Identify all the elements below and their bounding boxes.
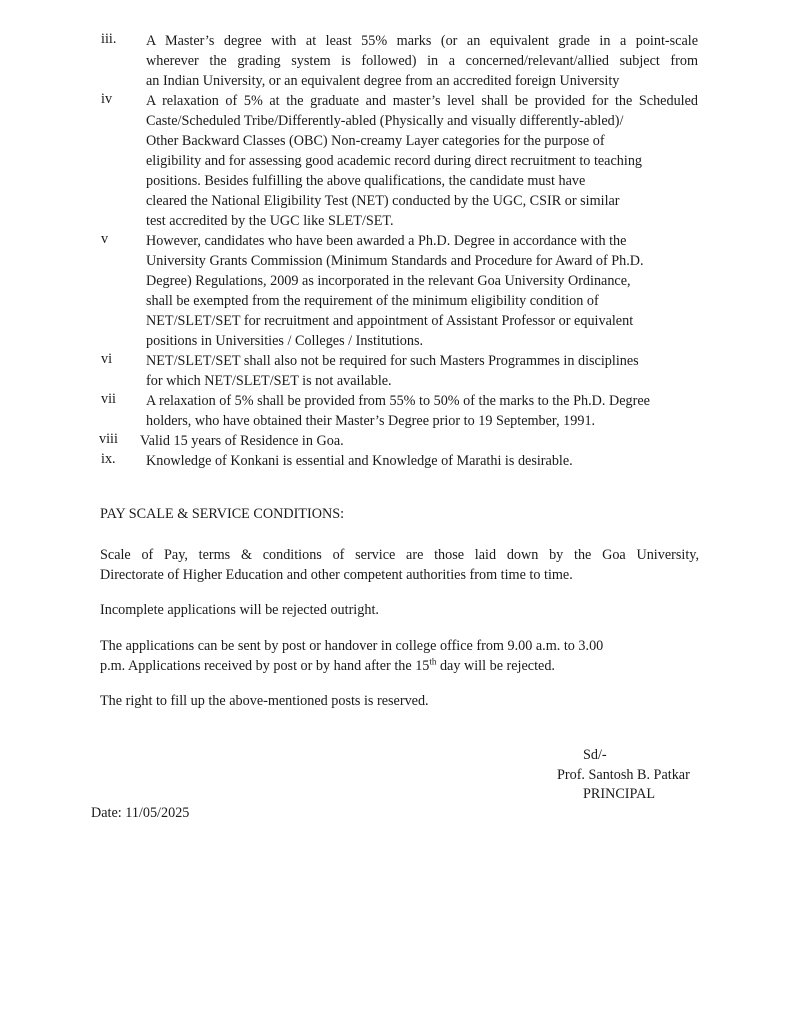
item-viii-line-1: Valid 15 years of Residence in Goa. <box>140 433 344 449</box>
item-number-vi: vi <box>101 351 113 367</box>
item-number-v: v <box>101 231 109 247</box>
item-v-line-1: However, candidates who have been awarded a Ph.D. Degree in accordance with the <box>146 233 627 249</box>
item-vi-line-1: NET/SLET/SET shall also not be required for such Masters Programmes in disciplines <box>146 353 639 369</box>
section-heading-pay-scale: PAY SCALE & SERVICE CONDITIONS: <box>100 506 345 522</box>
item-number-iii: iii. <box>101 31 117 47</box>
item-number-vii: vii <box>101 391 116 407</box>
item-vi-line-2: for which NET/SLET/SET is not available. <box>146 373 392 389</box>
item-v-line-2: University Grants Commission (Minimum Standards and Procedure for Award of Ph.D. <box>146 253 644 269</box>
item-iv-line-3: Other Backward Classes (OBC) Non-creamy Layer categories for the purpose of <box>146 133 605 149</box>
item-vii-line-1: A relaxation of 5% shall be provided from 55% to 50% of the marks to the Ph.D. Degree <box>146 393 650 409</box>
document-date: Date: 11/05/2025 <box>91 805 190 821</box>
right-reserved-note: The right to fill up the above-mentioned posts is reserved. <box>100 693 429 709</box>
submission-line-1: The applications can be sent by post or handover in college office from 9.00 a.m. to 3.00 <box>100 638 604 654</box>
signatory-title: PRINCIPAL <box>583 786 656 802</box>
item-iii-line-3: an Indian University, or an equivalent degree from an accredited foreign University <box>146 73 620 89</box>
item-v-line-3: Degree) Regulations, 2009 as incorporated in the relevant Goa University Ordinance, <box>146 273 631 289</box>
item-v-line-6: positions in Universities / Colleges / Institutions. <box>146 333 424 349</box>
signature-sd: Sd/- <box>583 747 607 763</box>
incomplete-applications-note: Incomplete applications will be rejected outright. <box>100 602 379 618</box>
scale-of-pay-line-2: Directorate of Higher Education and other competent authorities from time to time. <box>100 567 573 583</box>
submission-line-2-text: p.m. Applications received by post or by hand after the 15 <box>100 658 430 674</box>
item-iv-line-4: eligibility and for assessing good academic record during direct recruitment to teaching <box>146 153 643 169</box>
scale-of-pay-line-1: Scale of Pay, terms & conditions of service are those laid down by the Goa University, <box>100 547 699 563</box>
item-iii-line-1: A Master’s degree with at least 55% marks (or an equivalent grade in a point-scale <box>146 33 698 49</box>
signatory-name: Prof. Santosh B. Patkar <box>557 767 690 783</box>
item-v-line-4: shall be exempted from the requirement of the minimum eligibility condition of <box>146 293 599 309</box>
item-iv-line-7: test accredited by the UGC like SLET/SET. <box>146 213 394 229</box>
item-number-viii: viii <box>99 431 118 447</box>
item-ix-line-1: Knowledge of Konkani is essential and Knowledge of Marathi is desirable. <box>146 453 573 469</box>
item-number-iv: iv <box>101 91 113 107</box>
item-vii-line-2: holders, who have obtained their Master’s Degree prior to 19 September, 1991. <box>146 413 596 429</box>
item-iii-line-2: wherever the grading system is followed) in a concerned/relevant/allied subject from <box>146 53 698 69</box>
item-iv-line-5: positions. Besides fulfilling the above qualifications, the candidate must have <box>146 173 586 189</box>
item-iv-line-2: Caste/Scheduled Tribe/Differently-abled (Physically and visually differently-abled)/ <box>146 113 624 129</box>
item-iv-line-1: A relaxation of 5% at the graduate and master’s level shall be provided for the Scheduled <box>146 93 698 109</box>
item-v-line-5: NET/SLET/SET for recruitment and appointment of Assistant Professor or equivalent <box>146 313 634 329</box>
ordinal-suffix: th <box>429 656 437 667</box>
submission-line-2-tail: day will be rejected. <box>436 658 555 674</box>
item-iv-line-6: cleared the National Eligibility Test (NET) conducted by the UGC, CSIR or similar <box>146 193 620 209</box>
item-number-ix: ix. <box>101 451 116 467</box>
submission-line-2 <box>100 656 555 676</box>
